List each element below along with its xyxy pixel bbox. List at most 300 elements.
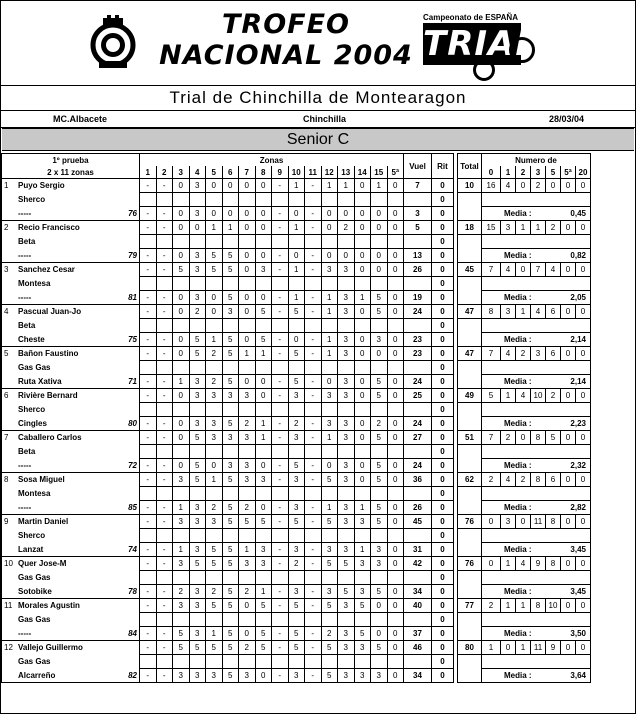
empty-cell bbox=[458, 487, 482, 501]
zone-score: 5 bbox=[321, 557, 338, 571]
rider-row bbox=[2, 543, 591, 557]
score-count: 1 bbox=[516, 599, 531, 613]
zone-score: 3 bbox=[338, 627, 355, 641]
rider-dorsal: 78 bbox=[128, 586, 137, 596]
empty-cell bbox=[255, 403, 272, 417]
zone-score: 5 bbox=[288, 459, 305, 473]
media-cell bbox=[482, 375, 591, 389]
empty-cell bbox=[387, 277, 404, 291]
zone-score: 0 bbox=[173, 221, 190, 235]
rit-value: 0 bbox=[432, 375, 454, 389]
media-value: 2,14 bbox=[570, 335, 586, 344]
zone-score: 3 bbox=[189, 585, 206, 599]
zone-score: 3 bbox=[338, 305, 355, 319]
zone-score: 3 bbox=[288, 501, 305, 515]
rider-bike: Sherco bbox=[18, 405, 46, 414]
rider-club-cell bbox=[2, 375, 140, 389]
zone-score: 3 bbox=[354, 669, 371, 683]
score-count: 0 bbox=[561, 347, 576, 361]
zone-score: 5 bbox=[239, 515, 256, 529]
zone-score: 5 bbox=[255, 333, 272, 347]
score-count: 5 bbox=[482, 389, 501, 403]
zone-score: 1 bbox=[354, 291, 371, 305]
empty-cell bbox=[156, 487, 173, 501]
empty-cell bbox=[338, 529, 355, 543]
lap-total: 34 bbox=[404, 585, 432, 599]
empty-cell bbox=[404, 361, 432, 375]
rit-value: 0 bbox=[432, 627, 454, 641]
zone-score: 3 bbox=[173, 473, 190, 487]
zone-score: 3 bbox=[222, 459, 239, 473]
zone-score: 5 bbox=[371, 459, 388, 473]
score-count: 3 bbox=[531, 347, 546, 361]
rit-value: 0 bbox=[432, 655, 454, 669]
empty-cell bbox=[371, 193, 388, 207]
rit-header: Rit bbox=[432, 154, 454, 179]
empty-cell bbox=[458, 291, 482, 305]
rit-value: 0 bbox=[432, 543, 454, 557]
zone-score: - bbox=[305, 557, 322, 571]
rider-bike-cell bbox=[2, 319, 140, 333]
rider-name: Pascual Juan-Jo bbox=[18, 307, 82, 317]
zone-score: 0 bbox=[387, 179, 404, 193]
zone-score: - bbox=[156, 375, 173, 389]
media-value: 3,45 bbox=[570, 545, 586, 554]
zone-score: 3 bbox=[189, 375, 206, 389]
rider-row bbox=[2, 263, 591, 277]
rider-position: 12 bbox=[4, 643, 13, 653]
zone-score: - bbox=[140, 669, 157, 683]
rit-value: 0 bbox=[432, 221, 454, 235]
empty-cell bbox=[173, 613, 190, 627]
count-label-header: 20 bbox=[576, 166, 591, 179]
zone-score: 5 bbox=[189, 641, 206, 655]
empty-cell bbox=[288, 193, 305, 207]
zone-score: 3 bbox=[222, 389, 239, 403]
zone-score: 3 bbox=[338, 347, 355, 361]
score-count: 0 bbox=[561, 305, 576, 319]
zone-score: 5 bbox=[288, 347, 305, 361]
rider-name-cell bbox=[2, 557, 140, 571]
zone-score: 0 bbox=[387, 501, 404, 515]
zone-score: 5 bbox=[255, 599, 272, 613]
zone-score: 3 bbox=[255, 543, 272, 557]
empty-cell bbox=[354, 655, 371, 669]
empty-cell bbox=[140, 361, 157, 375]
rider-row bbox=[2, 417, 591, 431]
zone-score: 5 bbox=[222, 515, 239, 529]
zone-score: 3 bbox=[173, 515, 190, 529]
sheet-header bbox=[1, 1, 635, 86]
media-value: 2,05 bbox=[570, 293, 586, 302]
rider-name: Vallejo Guillermo bbox=[18, 643, 83, 653]
lap-total: 36 bbox=[404, 473, 432, 487]
count-label-header: 1 bbox=[501, 166, 516, 179]
championship-logo bbox=[421, 13, 541, 79]
zone-score: 5 bbox=[321, 599, 338, 613]
rider-position: 9 bbox=[4, 517, 9, 527]
zone-number-header: 1 bbox=[140, 166, 157, 179]
empty-cell bbox=[206, 319, 223, 333]
empty-cell bbox=[173, 235, 190, 249]
media-value: 0,45 bbox=[570, 209, 586, 218]
score-count: 0 bbox=[576, 431, 591, 445]
zone-score: 1 bbox=[173, 375, 190, 389]
rider-position: 4 bbox=[4, 307, 9, 317]
empty-cell bbox=[288, 571, 305, 585]
zone-score: 3 bbox=[206, 515, 223, 529]
zonas-count-label: 2 x 11 zonas bbox=[2, 166, 140, 179]
zone-score: - bbox=[156, 669, 173, 683]
empty-cell bbox=[239, 445, 256, 459]
score-count: 4 bbox=[501, 347, 516, 361]
empty-cell bbox=[222, 529, 239, 543]
empty-cell bbox=[458, 613, 482, 627]
empty-cell bbox=[239, 235, 256, 249]
zone-score: - bbox=[305, 179, 322, 193]
empty-cell bbox=[338, 403, 355, 417]
empty-cell bbox=[354, 319, 371, 333]
zone-score: 0 bbox=[239, 179, 256, 193]
zone-score: - bbox=[305, 515, 322, 529]
empty-cell bbox=[255, 277, 272, 291]
score-count: 7 bbox=[531, 263, 546, 277]
empty-cell bbox=[222, 235, 239, 249]
empty-cell bbox=[321, 319, 338, 333]
zone-score: 5 bbox=[222, 291, 239, 305]
empty-cell bbox=[189, 487, 206, 501]
zone-score: 1 bbox=[338, 179, 355, 193]
zone-score: 0 bbox=[354, 221, 371, 235]
empty-cell bbox=[255, 319, 272, 333]
score-count: 1 bbox=[501, 599, 516, 613]
rider-dorsal: 79 bbox=[128, 250, 137, 260]
zone-number-header: 7 bbox=[239, 166, 256, 179]
empty-cell bbox=[404, 655, 432, 669]
lap-total: 23 bbox=[404, 333, 432, 347]
rider-name-cell bbox=[2, 347, 140, 361]
score-count: 11 bbox=[531, 515, 546, 529]
zone-score: 5 bbox=[206, 641, 223, 655]
zone-score: 3 bbox=[255, 263, 272, 277]
zone-score: 3 bbox=[338, 291, 355, 305]
zone-score: 0 bbox=[255, 501, 272, 515]
zone-score: - bbox=[156, 417, 173, 431]
zone-score: 0 bbox=[288, 333, 305, 347]
event-date: 28/03/04 bbox=[549, 114, 585, 124]
empty-cell bbox=[404, 613, 432, 627]
zone-score: - bbox=[272, 347, 289, 361]
zone-score: 3 bbox=[239, 473, 256, 487]
media-label: Media : bbox=[504, 335, 532, 344]
score-count: 6 bbox=[546, 347, 561, 361]
empty-cell bbox=[272, 403, 289, 417]
empty-cell bbox=[404, 529, 432, 543]
score-count: 2 bbox=[516, 347, 531, 361]
zone-score: 3 bbox=[189, 389, 206, 403]
empty-cell bbox=[173, 403, 190, 417]
empty-cell bbox=[458, 207, 482, 221]
empty-cell bbox=[371, 445, 388, 459]
zone-score: 0 bbox=[222, 207, 239, 221]
rider-position: 6 bbox=[4, 391, 9, 401]
empty-cell bbox=[156, 613, 173, 627]
zone-score: - bbox=[272, 501, 289, 515]
empty-cell bbox=[255, 571, 272, 585]
zone-score: - bbox=[140, 221, 157, 235]
empty-cell bbox=[458, 445, 482, 459]
empty-cell bbox=[288, 445, 305, 459]
zone-score: 3 bbox=[338, 543, 355, 557]
zone-score: - bbox=[272, 669, 289, 683]
zone-score: 1 bbox=[321, 333, 338, 347]
empty-cell bbox=[272, 529, 289, 543]
empty-cell bbox=[404, 193, 432, 207]
zone-score: 5 bbox=[222, 263, 239, 277]
score-count: 0 bbox=[576, 557, 591, 571]
empty-cell bbox=[387, 235, 404, 249]
zone-score: - bbox=[156, 515, 173, 529]
zone-score: - bbox=[272, 431, 289, 445]
zone-score: 0 bbox=[387, 305, 404, 319]
zone-score: 0 bbox=[338, 207, 355, 221]
empty-cell bbox=[239, 571, 256, 585]
lap-total: 19 bbox=[404, 291, 432, 305]
rider-bike-cell bbox=[2, 655, 140, 669]
rider-bike-cell bbox=[2, 403, 140, 417]
trophy-title bbox=[151, 9, 421, 71]
zone-score: 0 bbox=[321, 375, 338, 389]
zone-score: 3 bbox=[189, 179, 206, 193]
rider-name-cell bbox=[2, 641, 140, 655]
media-label: Media : bbox=[504, 461, 532, 470]
empty-cell bbox=[173, 445, 190, 459]
zone-score: 0 bbox=[371, 347, 388, 361]
zone-score: - bbox=[156, 179, 173, 193]
grand-total: 49 bbox=[458, 389, 482, 403]
zone-score: - bbox=[140, 627, 157, 641]
empty-cell bbox=[140, 613, 157, 627]
zone-score: - bbox=[305, 627, 322, 641]
empty-cell bbox=[354, 613, 371, 627]
rit-value: 0 bbox=[432, 445, 454, 459]
zone-score: 0 bbox=[173, 389, 190, 403]
zone-score: 5 bbox=[189, 347, 206, 361]
rider-name-cell bbox=[2, 389, 140, 403]
rider-bike: Montesa bbox=[18, 279, 51, 288]
score-count: 9 bbox=[531, 557, 546, 571]
zone-score: - bbox=[156, 333, 173, 347]
empty-cell bbox=[387, 361, 404, 375]
rider-row bbox=[2, 389, 591, 403]
empty-cell bbox=[458, 529, 482, 543]
rit-value: 0 bbox=[432, 613, 454, 627]
rider-club: ----- bbox=[18, 502, 32, 512]
empty-cell bbox=[255, 655, 272, 669]
zone-score: - bbox=[272, 305, 289, 319]
score-count: 0 bbox=[516, 263, 531, 277]
zone-score: 0 bbox=[354, 417, 371, 431]
score-count: 9 bbox=[546, 641, 561, 655]
zone-number-header: 5ª bbox=[387, 166, 404, 179]
empty-cell bbox=[338, 235, 355, 249]
lap-total: 24 bbox=[404, 459, 432, 473]
media-value: 3,45 bbox=[570, 587, 586, 596]
empty-cell bbox=[404, 403, 432, 417]
empty-cell bbox=[272, 613, 289, 627]
empty-cell bbox=[239, 655, 256, 669]
grand-total: 51 bbox=[458, 431, 482, 445]
empty-cell bbox=[338, 193, 355, 207]
score-count: 11 bbox=[531, 641, 546, 655]
rider-row bbox=[2, 459, 591, 473]
score-count: 1 bbox=[501, 389, 516, 403]
zone-score: 3 bbox=[239, 669, 256, 683]
rider-row bbox=[2, 571, 591, 585]
empty-cell bbox=[387, 487, 404, 501]
empty-cell bbox=[321, 193, 338, 207]
media-label: Media : bbox=[504, 377, 532, 386]
empty-cell bbox=[387, 193, 404, 207]
lap-total: 23 bbox=[404, 347, 432, 361]
zone-score: 0 bbox=[206, 291, 223, 305]
zone-score: - bbox=[305, 641, 322, 655]
logo-caption: Campeonato de ESPAÑA bbox=[423, 13, 518, 22]
empty-cell bbox=[305, 487, 322, 501]
zone-score: 0 bbox=[173, 207, 190, 221]
rider-bike-cell bbox=[2, 529, 140, 543]
rit-value: 0 bbox=[432, 431, 454, 445]
zone-score: 0 bbox=[387, 207, 404, 221]
zone-score: 0 bbox=[173, 459, 190, 473]
rider-bike: Montesa bbox=[18, 489, 51, 498]
empty-cell bbox=[173, 529, 190, 543]
zone-number-header: 10 bbox=[288, 166, 305, 179]
zone-score: 0 bbox=[387, 627, 404, 641]
zone-score: 5 bbox=[371, 473, 388, 487]
zone-score: 3 bbox=[321, 389, 338, 403]
empty-cell bbox=[156, 529, 173, 543]
zone-score: 0 bbox=[387, 459, 404, 473]
zone-score: 5 bbox=[321, 641, 338, 655]
score-count: 0 bbox=[561, 431, 576, 445]
zone-score: 3 bbox=[206, 431, 223, 445]
zone-score: 0 bbox=[371, 599, 388, 613]
rit-value: 0 bbox=[432, 389, 454, 403]
zone-score: - bbox=[305, 669, 322, 683]
zone-score: - bbox=[272, 585, 289, 599]
zone-score: 1 bbox=[321, 291, 338, 305]
rit-value: 0 bbox=[432, 207, 454, 221]
lap-total: 34 bbox=[404, 669, 432, 683]
empty-cell bbox=[239, 529, 256, 543]
zone-score: 0 bbox=[239, 305, 256, 319]
zone-score: - bbox=[305, 585, 322, 599]
empty-cell bbox=[288, 235, 305, 249]
empty-cell bbox=[222, 487, 239, 501]
empty-cell bbox=[206, 529, 223, 543]
rit-value: 0 bbox=[432, 361, 454, 375]
empty-cell bbox=[338, 655, 355, 669]
zone-score: 5 bbox=[222, 585, 239, 599]
zone-score: 0 bbox=[387, 599, 404, 613]
zone-score: 2 bbox=[239, 501, 256, 515]
federation-crest-icon bbox=[85, 15, 141, 71]
empty-cell bbox=[354, 529, 371, 543]
zone-score: 3 bbox=[189, 627, 206, 641]
zone-score: - bbox=[140, 179, 157, 193]
empty-cell bbox=[140, 319, 157, 333]
zone-score: 2 bbox=[173, 585, 190, 599]
zone-score: - bbox=[140, 473, 157, 487]
empty-cell bbox=[482, 403, 591, 417]
empty-cell bbox=[305, 277, 322, 291]
rit-value: 0 bbox=[432, 641, 454, 655]
rider-club: ----- bbox=[18, 250, 32, 260]
zone-number-header: 14 bbox=[354, 166, 371, 179]
lap-total: 45 bbox=[404, 515, 432, 529]
rider-name: Sosa Miguel bbox=[18, 475, 65, 485]
media-cell bbox=[482, 291, 591, 305]
zone-score: 3 bbox=[354, 641, 371, 655]
score-count: 7 bbox=[482, 263, 501, 277]
zone-number-header: 15 bbox=[371, 166, 388, 179]
empty-cell bbox=[255, 487, 272, 501]
empty-cell bbox=[140, 193, 157, 207]
rit-value: 0 bbox=[432, 305, 454, 319]
zone-score: 1 bbox=[354, 501, 371, 515]
category-title: Senior C bbox=[2, 128, 634, 151]
empty-cell bbox=[173, 571, 190, 585]
empty-cell bbox=[239, 277, 256, 291]
score-count: 0 bbox=[561, 263, 576, 277]
media-value: 2,32 bbox=[570, 461, 586, 470]
zone-score: 0 bbox=[354, 305, 371, 319]
empty-cell bbox=[458, 501, 482, 515]
zone-score: 0 bbox=[387, 389, 404, 403]
score-count: 1 bbox=[531, 221, 546, 235]
empty-cell bbox=[482, 613, 591, 627]
zone-score: 3 bbox=[255, 557, 272, 571]
zone-score: 1 bbox=[288, 291, 305, 305]
zone-score: - bbox=[305, 207, 322, 221]
rider-row bbox=[2, 319, 591, 333]
zone-score: 5 bbox=[222, 557, 239, 571]
zone-score: 2 bbox=[288, 557, 305, 571]
zone-score: - bbox=[156, 627, 173, 641]
empty-cell bbox=[404, 445, 432, 459]
empty-cell bbox=[156, 319, 173, 333]
score-count: 0 bbox=[576, 221, 591, 235]
zone-score: 0 bbox=[387, 417, 404, 431]
rider-club: Cheste bbox=[18, 334, 45, 344]
empty-cell bbox=[140, 655, 157, 669]
zone-score: - bbox=[140, 515, 157, 529]
empty-cell bbox=[189, 529, 206, 543]
empty-cell bbox=[305, 403, 322, 417]
rider-bike-cell bbox=[2, 361, 140, 375]
empty-cell bbox=[239, 361, 256, 375]
zone-score: 0 bbox=[387, 221, 404, 235]
empty-cell bbox=[189, 235, 206, 249]
zone-score: 0 bbox=[255, 249, 272, 263]
zone-score: - bbox=[156, 207, 173, 221]
zone-score: 1 bbox=[321, 347, 338, 361]
empty-cell bbox=[272, 277, 289, 291]
zone-score: 0 bbox=[387, 431, 404, 445]
zone-score: 5 bbox=[255, 627, 272, 641]
score-count: 4 bbox=[501, 179, 516, 193]
